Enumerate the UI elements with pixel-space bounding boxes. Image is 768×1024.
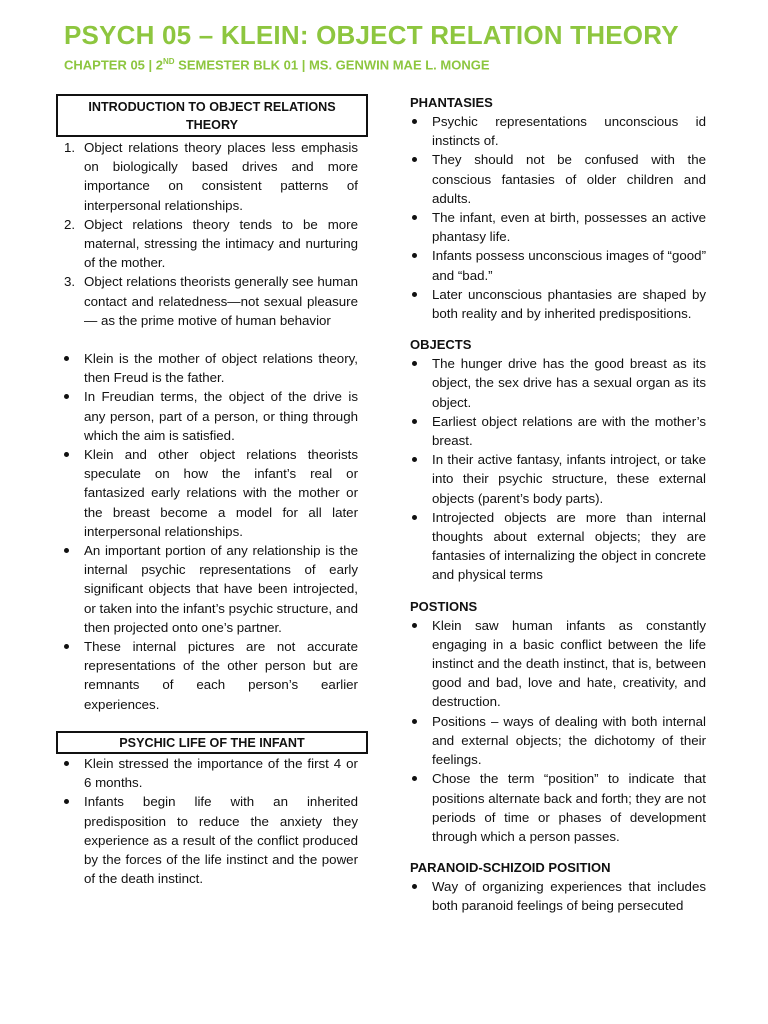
list-item: They should not be confused with the conscious fantasies of older children and adults. — [410, 150, 706, 208]
subtitle-semester: SEMESTER BLK 01 | MS. GENWIN MAE L. MONGE — [174, 57, 490, 73]
list-item: Infants begin life with an inherited predisposition to reduce the anxiety they experience as a result of the conflict produced by the forces of the life instinct and the power of the death instinct. — [56, 792, 358, 888]
list-item: Klein saw human infants as constantly engaging in a basic conflict between the life instinct and the death instinct, that is, between good and bad, love and hate, creativity, and destruction. — [410, 616, 706, 712]
psychic-life-heading: PSYCHIC LIFE OF THE INFANT — [56, 731, 368, 754]
list-item: In Freudian terms, the object of the drive is any person, part of a person, or thing through which the aim is satisfied. — [56, 387, 358, 445]
item-number: 3. — [64, 274, 76, 290]
intro-bullet-list — [56, 349, 358, 714]
list-item: Way of organizing experiences that includes both paranoid feelings of being persecuted — [410, 877, 706, 915]
objects-heading: OBJECTS — [410, 337, 472, 353]
left-column — [56, 94, 358, 888]
numbered-item — [56, 138, 358, 215]
list-item: Introjected objects are more than internal thoughts about external objects; they are fantasies of internalizing the object in concrete and physical terms — [410, 508, 706, 585]
list-item: Positions – ways of dealing with both internal and external objects; the dichotomy of their feelings. — [410, 712, 706, 770]
right-column — [410, 94, 706, 916]
list-item: Infants possess unconscious images of “good” and “bad.” — [410, 246, 706, 284]
item-text: Object relations theory places less emphasis on biologically based drives and more importance on consistent patterns of interpersonal relationships. — [84, 140, 358, 213]
list-item: Later unconscious phantasies are shaped by both reality and by inherited predispositions. — [410, 285, 706, 323]
list-item: These internal pictures are not accurate representations of the other person but are remnants of each person’s earlier experiences. — [56, 637, 358, 714]
intro-numbered-list — [56, 138, 358, 330]
item-number: 2. — [64, 216, 76, 232]
item-text: Object relations theorists generally see human contact and relatedness—not sexual pleasure— as the prime motive of human behavior — [84, 274, 358, 328]
list-item: Klein and other object relations theorists speculate on how the infant’s real or fantasized early relations with the mother or the breast become a model for all later interpersonal relationships. — [56, 445, 358, 541]
intro-heading: INTRODUCTION TO OBJECT RELATIONS THEORY — [56, 94, 368, 137]
phantasies-list — [410, 112, 706, 323]
numbered-item — [56, 215, 358, 273]
phantasies-heading: PHANTASIES — [410, 95, 493, 110]
subtitle-chapter: CHAPTER 05 | 2 — [64, 57, 163, 73]
list-item: In their active fantasy, infants introject, or take into their psychic structure, these external objects (parent’s body parts). — [410, 450, 706, 508]
list-item: An important portion of any relationship is the internal psychic representations of early significant objects that have been introjected, or taken into the infant’s psychic structure, and then projected onto one’s partner. — [56, 541, 358, 637]
document-title: PSYCH 05 – KLEIN: OBJECT RELATION THEORY — [64, 20, 679, 50]
list-item: The infant, even at birth, possesses an active phantasy life. — [410, 208, 706, 246]
list-item: Chose the term “position” to indicate that positions alternate back and forth; they are not periods of time or phases of development through which a person passes. — [410, 769, 706, 846]
subtitle-superscript: ND — [163, 57, 175, 66]
document-subtitle — [64, 57, 490, 72]
list-item: The hunger drive has the good breast as its object, the sex drive has a sexual organ as its object. — [410, 354, 706, 412]
psychic-life-list — [56, 754, 358, 888]
positions-heading: POSTIONS — [410, 598, 478, 614]
paranoid-schizoid-list — [410, 877, 706, 915]
item-text: Object relations theory tends to be more maternal, stressing the intimacy and nurturing of the mother. — [84, 216, 358, 271]
list-item: Klein is the mother of object relations theory, then Freud is the father. — [56, 349, 358, 387]
paranoid-schizoid-heading: PARANOID-SCHIZOID POSITION — [410, 860, 611, 876]
list-item: Klein stressed the importance of the first 4 or 6 months. — [56, 754, 358, 792]
positions-list — [410, 616, 706, 846]
list-item: Earliest object relations are with the mother’s breast. — [410, 412, 706, 450]
numbered-item — [56, 272, 358, 330]
list-item: Psychic representations unconscious id instincts of. — [410, 112, 706, 150]
objects-list — [410, 354, 706, 584]
item-number: 1. — [64, 140, 76, 155]
